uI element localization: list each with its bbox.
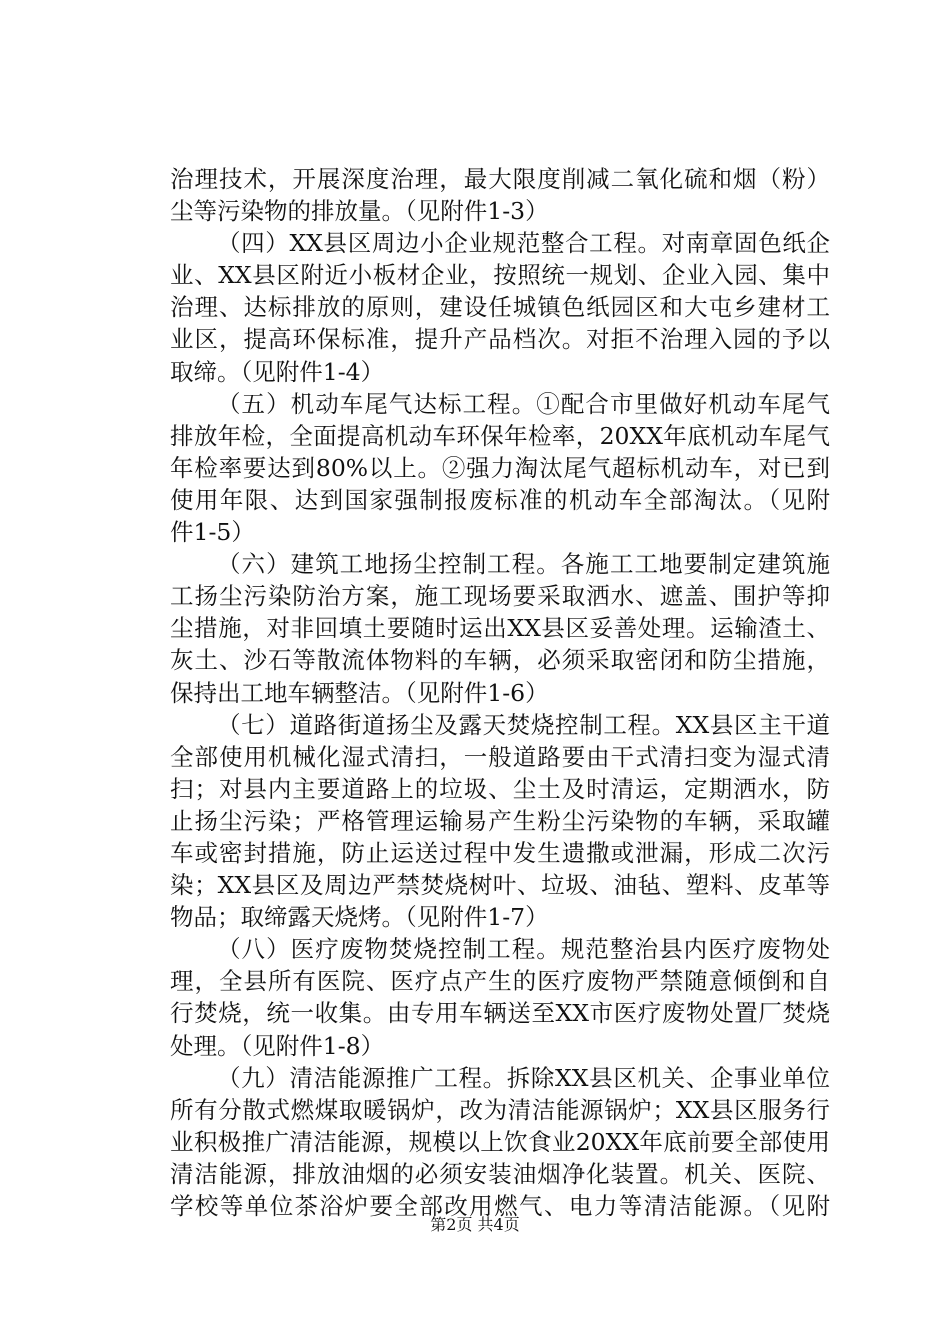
text-line: 治理技术，开展深度治理，最大限度削减二氧化硫和烟（粉） (170, 165, 830, 193)
text-line: 止扬尘污染；严格管理运输易产生粉尘污染物的车辆，采取罐 (170, 806, 830, 835)
paragraph-start-line: （九）清洁能源推广工程。拆除XX县区机关、企事业单位 (217, 1063, 830, 1092)
text-line: 理，全县所有医院、医疗点产生的医疗废物严禁随意倾倒和自 (170, 967, 830, 996)
text-line: 治理、达标排放的原则，建设任城镇色纸园区和大屯乡建材工 (170, 293, 830, 322)
text-line: 染；XX县区及周边严禁焚烧树叶、垃圾、油毡、塑料、皮革等 (170, 871, 830, 900)
text-line: 业、XX县区附近小板材企业，按照统一规划、企业入园、集中 (170, 261, 830, 290)
text-line: 尘措施，对非回填土要随时运出XX县区妥善处理。运输渣土、 (170, 614, 830, 643)
text-line: 扫；对县内主要道路上的垃圾、尘土及时清运，定期洒水，防 (170, 774, 830, 803)
page-number-footer: 第2页 共4页 (430, 1215, 520, 1234)
text-line: 年检率要达到80%以上。②强力淘汰尾气超标机动车，对已到 (170, 453, 830, 482)
paragraph-start-line: （四）XX县区周边小企业规范整合工程。对南章固色纸企 (217, 229, 830, 258)
paragraph-start-line: （五）机动车尾气达标工程。①配合市里做好机动车尾气 (217, 389, 830, 418)
text-line: 清洁能源，排放油烟的必须安装油烟净化装置。机关、医院、 (170, 1159, 830, 1188)
text-line: 业积极推广清洁能源，规模以上饮食业20XX年底前要全部使用 (170, 1127, 830, 1156)
text-line: 灰土、沙石等散流体物料的车辆，必须采取密闭和防尘措施， (170, 646, 830, 675)
paragraph-start-line: （八）医疗废物焚烧控制工程。规范整治县内医疗废物处 (217, 935, 830, 964)
paragraph-start-line: （七）道路街道扬尘及露天焚烧控制工程。XX县区主干道 (217, 710, 830, 739)
text-line: 保持出工地车辆整洁。（见附件1-6） (170, 678, 549, 707)
text-line: 所有分散式燃煤取暖锅炉，改为清洁能源锅炉；XX县区服务行 (170, 1095, 830, 1124)
text-line: 处理。（见附件1-8） (170, 1031, 385, 1060)
text-line: 取缔。（见附件1-4） (170, 357, 385, 386)
paragraph-start-line: （六）建筑工地扬尘控制工程。各施工工地要制定建筑施 (217, 550, 830, 579)
text-line: 物品；取缔露天烧烤。（见附件1-7） (170, 903, 549, 932)
text-line: 件1-5） (170, 518, 255, 547)
document-body (170, 163, 830, 1222)
text-line: 车或密封措施，防止运送过程中发生遗撒或泄漏，形成二次污 (170, 838, 830, 867)
text-line: 业区，提高环保标准，提升产品档次。对拒不治理入园的予以 (170, 325, 830, 354)
text-line: 全部使用机械化湿式清扫，一般道路要由干式清扫变为湿式清 (170, 742, 830, 771)
text-line: 行焚烧，统一收集。由专用车辆送至XX市医疗废物处置厂焚烧 (170, 999, 830, 1028)
text-line: 尘等污染物的排放量。（见附件1-3） (170, 197, 549, 226)
text-line: 工扬尘污染防治方案，施工现场要采取洒水、遮盖、围护等抑 (170, 582, 830, 611)
text-line: 排放年检，全面提高机动车环保年检率，20XX年底机动车尾气 (170, 421, 830, 450)
text-line: 学校等单位茶浴炉要全部改用燃气、电力等清洁能源。（见附 (170, 1192, 830, 1220)
text-line: 使用年限、达到国家强制报废标准的机动车全部淘汰。（见附 (170, 485, 830, 514)
